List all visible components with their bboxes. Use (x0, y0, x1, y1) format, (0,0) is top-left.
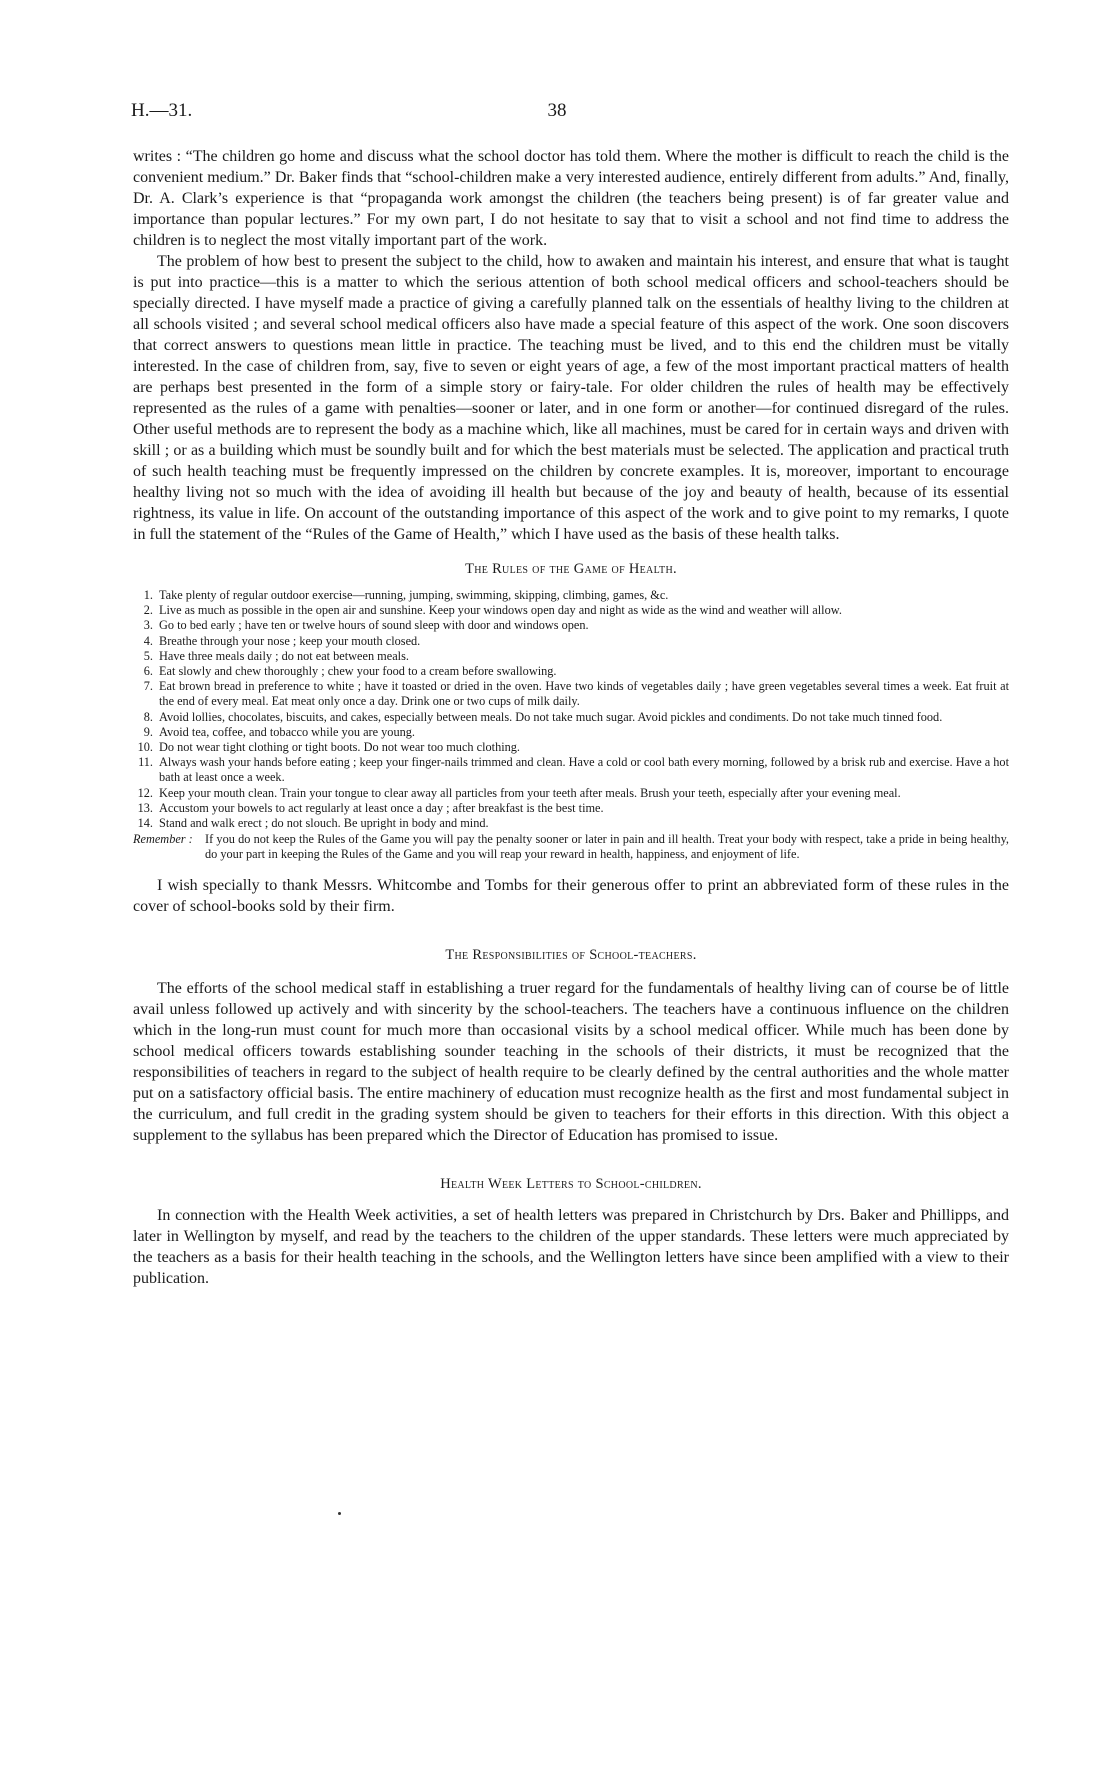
rule-item (133, 618, 1009, 633)
report-reference: H.—31. (131, 100, 193, 121)
page-number: 38 (547, 100, 567, 121)
page-header (131, 100, 983, 124)
rule-number: 12. (137, 785, 153, 800)
rule-text: Take plenty of regular outdoor exercise—running, jumping, swimming, skipping, climbing, games, &c. (159, 588, 669, 602)
rule-number: 10. (137, 740, 153, 755)
rule-text: Accustom your bowels to act regularly at least once a day ; after breakfast is the best time. (159, 800, 604, 815)
rule-number: 13. (137, 800, 153, 815)
rule-text: Avoid tea, coffee, and tobacco while you are young. (159, 724, 415, 739)
rule-number: 14. (137, 816, 153, 831)
rule-number: 9. (143, 724, 153, 739)
responsibilities-heading: The Responsibilities of School-teachers. (445, 946, 697, 963)
thanks-paragraph: I wish specially to thank Messrs. Whitcombe and Tombs for their generous offer to print an abbreviated form of these rules in the cover of school-books sold by their firm. (133, 876, 1009, 915)
rule-text: Avoid lollies, chocolates, biscuits, and cakes, especially between meals. Do not take much sugar. Avoid pickles and condiments. Do not take much tinned food. (159, 709, 943, 724)
rule-item (133, 679, 1009, 709)
print-speck (338, 1512, 341, 1515)
rule-item (133, 755, 1009, 785)
rule-text: Have three meals daily ; do not eat between meals. (159, 648, 409, 663)
rule-number: 1. (143, 588, 153, 602)
rule-number: 6. (143, 664, 153, 679)
rule-number: 3. (143, 618, 153, 633)
rule-item (133, 649, 1009, 664)
rule-item (133, 664, 1009, 679)
rule-item (133, 740, 1009, 755)
page-body (133, 146, 1009, 1289)
rule-text: Live as much as possible in the open air and sunshine. Keep your windows open day and night as wide as the wind and weather will allow. (159, 603, 842, 618)
rule-item (133, 634, 1009, 649)
rule-item (133, 710, 1009, 725)
rules-list (133, 588, 1009, 831)
rule-item (133, 725, 1009, 740)
rule-text: Go to bed early ; have ten or twelve hours of sound sleep with door and windows open. (159, 618, 589, 633)
rule-number: 7. (143, 679, 153, 694)
rule-text: Keep your mouth clean. Train your tongue to clear away all particles from your teeth after meals. Brush your teeth, especially after your evening meal. (159, 785, 901, 800)
responsibilities-paragraph: The efforts of the school medical staff in establishing a truer regard for the fundamentals of healthy living can of course be of little avail unless followed up actively and with sincerity by the school-teachers. The teachers have a continuous influence on the children which in the long-run must count for much more than occasional visits by a school medical officer. While much has been done by school medical officers towards establishing sounder teaching in the schools of their districts, it must be recognized that the responsibilities of teachers in regard to the subject of health require to be clearly defined by the central authorities and the whole matter put on a satisfactory official basis. The entire machinery of education must recognize health as the first and most fundamental subject in the curriculum, and full credit in the grading system should be given to teachers for their efforts in this direction. With this object a supplement to the syllabus has been prepared which the Director of Education has promised to issue. (133, 979, 1009, 1144)
remember-text: If you do not keep the Rules of the Game you will pay the penalty sooner or later in pain and ill health. Treat your body with respect, take a pride in being healthy, do your part in keeping the Rules of the Game and you will reap your reward in health, happiness, and enjoyment of life. (205, 832, 1009, 862)
rule-item (133, 816, 1009, 831)
intro-paragraph-1: writes : “The children go home and discuss what the school doctor has told them. Where the mother is difficult to reach the child is the convenient medium.” Dr. Baker finds that “school-children make a very interested audience, entirely different from adults.” And, finally, Dr. A. Clark’s experience is that “propaganda work amongst the children (the teachers being present) is of far greater value and importance than popular lectures.” For my own part, I do not hesitate to say that to visit a school and not find time to address the children is to neglect the most vitally important part of the work. (133, 148, 1009, 249)
rule-text: Eat brown bread in preference to white ; have it toasted or dried in the oven. Have two kinds of vegetables daily ; have green vegetables several times a week. Eat fruit at the end of every meal. Eat meat only once a day. Drink one or two cups of milk daily. (159, 679, 1009, 709)
rule-number: 5. (143, 648, 153, 663)
rule-item (133, 588, 1009, 603)
rules-heading: The Rules of the Game of Health. (465, 561, 677, 577)
rule-text: Always wash your hands before eating ; keep your finger-nails trimmed and clean. Have a cold or cool bath every morning, followed by a brisk rub and exercise. Have a hot bath at least once a week. (159, 755, 1009, 785)
remember-label: Remember : (133, 832, 193, 847)
health-letters-heading: Health Week Letters to School-children. (440, 1175, 702, 1192)
rule-text: Breathe through your nose ; keep your mouth closed. (159, 633, 421, 648)
rule-item (133, 603, 1009, 618)
rule-number: 11. (138, 755, 153, 770)
rule-number: 8. (143, 709, 153, 724)
rule-item (133, 786, 1009, 801)
rule-text: Eat slowly and chew thoroughly ; chew your food to a cream before swallowing. (159, 664, 557, 679)
rule-text: Do not wear tight clothing or tight boots. Do not wear too much clothing. (159, 740, 520, 755)
intro-paragraph-2: The problem of how best to present the subject to the child, how to awaken and maintain his interest, and ensure that what is taught is put into practice—this is a matter to which the serious attention of both school medical officers and school-teachers should be specially directed. I have myself made a practice of giving a carefully planned talk on the essentials of healthy living to the children at all schools visited ; and several school medical officers also have made a special feature of this aspect of the work. One soon discovers that correct answers to questions mean little in practice. The teaching must be lived, and to this end the children must be vitally interested. In the case of children from, say, five to seven or eight years of age, a few of the most important practical matters of health are perhaps best presented in the form of a simple story or fairy-tale. For older children the rules of health may be effectively represented as the rules of a game with penalties—sooner or later, and in one form or another—for continued disregard of the rules. Other useful methods are to represent the body as a machine which, like all machines, must be cared for in certain ways and driven with skill ; or as a building which must be soundly built and for which the best materials must be selected. The application and practical truth of such health teaching must be frequently impressed on the children by concrete examples. It is, moreover, important to encourage healthy living not so much with the idea of avoiding ill health but because of the joy and beauty of health, because of its essential rightness, its value in life. On account of the outstanding importance of this aspect of the work and to give point to my remarks, I quote in full the statement of the “Rules of the Game of Health,” which I have used as the basis of these health talks. (133, 253, 1009, 543)
remember-note (133, 832, 1009, 862)
health-letters-paragraph: In connection with the Health Week activities, a set of health letters was prepared in Christchurch by Drs. Baker and Phillipps, and later in Wellington by myself, and read by the teachers to the children of the upper standards. These letters were much appreciated by the teachers as a basis for their health teaching in the schools, and the Wellington letters have since been amplified with a view to their publication. (133, 1206, 1009, 1287)
rule-item (133, 801, 1009, 816)
rule-number: 4. (143, 633, 153, 648)
rule-text: Stand and walk erect ; do not slouch. Be upright in body and mind. (159, 816, 489, 831)
rule-number: 2. (143, 603, 153, 618)
